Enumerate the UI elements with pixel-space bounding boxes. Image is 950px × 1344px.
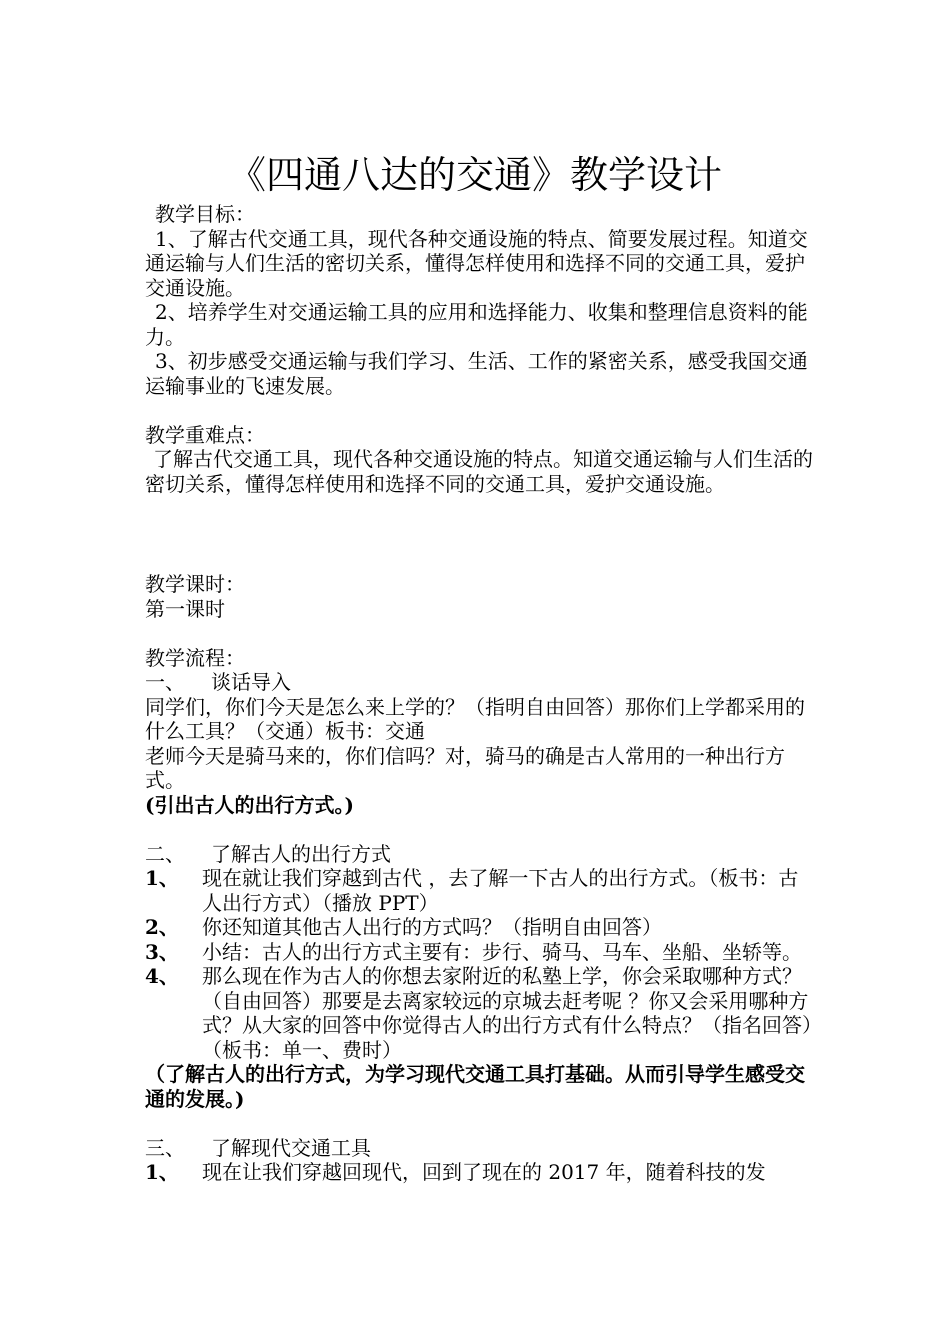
list-item-number: 4、	[145, 964, 179, 988]
spacer	[145, 621, 815, 646]
list-item	[145, 940, 815, 965]
goal-1: 1、了解古代交通工具，现代各种交通设施的特点、简要发展过程。知道交通运输与人们生活的密切关系，懂得怎样使用和选择不同的交通工具，爱护交通设施。	[145, 226, 808, 300]
list-item-number: 1、	[145, 1160, 179, 1184]
list-item	[145, 1160, 815, 1185]
list-item-number: 1、	[145, 866, 179, 890]
section-title: 谈话导入	[211, 670, 291, 694]
list-item	[145, 915, 815, 940]
section-1-paragraph: 老师今天是骑马来的，你们信吗？对，骑马的确是古人常用的一种出行方式。	[145, 743, 785, 792]
section-3-heading	[145, 1136, 815, 1161]
flow-heading: 教学流程：	[145, 645, 245, 670]
goals-heading: 教学目标：	[155, 202, 255, 226]
spacer	[145, 817, 815, 842]
section-1-heading	[145, 670, 815, 695]
goal-3: 3、初步感受交通运输与我们学习、生活、工作的紧密关系，感受我国交通运输事业的飞速发展。	[145, 349, 808, 398]
list-item-number: 3、	[145, 939, 179, 964]
list-item-text: 现在就让我们穿越到古代 ，去了解一下古人的出行方式。（板书：古人出行方式）（播放 PPT）	[202, 866, 799, 915]
list-item-text: 那么现在作为古人的你想去家附近的私塾上学，你会采取哪种方式？（自由回答）那要是去离家较远的京城去赶考呢 ？你又会采用哪种方式？从大家的回答中你觉得古人的出行方式有什么特点？（指名回答）（板书：单一、费时）	[202, 964, 812, 1062]
document-title: 《四通八达的交通》教学设计	[227, 153, 722, 197]
document-page	[145, 150, 815, 1185]
key-points-heading: 教学重难点：	[145, 422, 265, 447]
key-points-text: 了解古代交通工具，现代各种交通设施的特点。知道交通运输与人们生活的密切关系，懂得怎样使用和选择不同的交通工具，爱护交通设施。	[145, 447, 813, 496]
list-item-number: 2、	[145, 915, 179, 939]
list-item	[145, 964, 815, 1062]
section-1-paragraph: 同学们，你们今天是怎么来上学的？（指明自由回答）那你们上学都采用的什么工具？（交通）板书：交通	[145, 694, 805, 743]
section-title: 了解古人的出行方式	[211, 841, 391, 866]
goal-2: 2、培养学生对交通运输工具的应用和选择能力、收集和整理信息资料的能力。	[145, 300, 808, 349]
section-2-note: （了解古人的出行方式，为学习现代交通工具打基础。从而引导学生感受交通的发展。)	[145, 1062, 805, 1111]
section-1-note: (引出古人的出行方式。)	[145, 792, 354, 817]
section-2-heading	[145, 842, 815, 867]
list-item	[145, 866, 815, 915]
list-item-text: 小结：古人的出行方式主要有：步行、骑马、马车、坐船、坐轿等。	[202, 939, 802, 964]
section-number: 二、	[145, 841, 185, 866]
list-item-text: 你还知道其他古人出行的方式吗？（指明自由回答）	[202, 915, 662, 939]
spacer	[145, 1111, 815, 1136]
list-item-text: 现在让我们穿越回现代，回到了现在的 2017 年，随着科技的发	[202, 1160, 766, 1184]
section-number: 三、	[145, 1135, 185, 1160]
spacer	[145, 496, 815, 572]
section-number: 一、	[145, 670, 185, 694]
spacer	[145, 398, 815, 423]
lesson-time-heading: 教学课时：	[145, 572, 245, 596]
lesson-time-text: 第一课时	[145, 596, 225, 621]
section-title: 了解现代交通工具	[211, 1135, 371, 1160]
